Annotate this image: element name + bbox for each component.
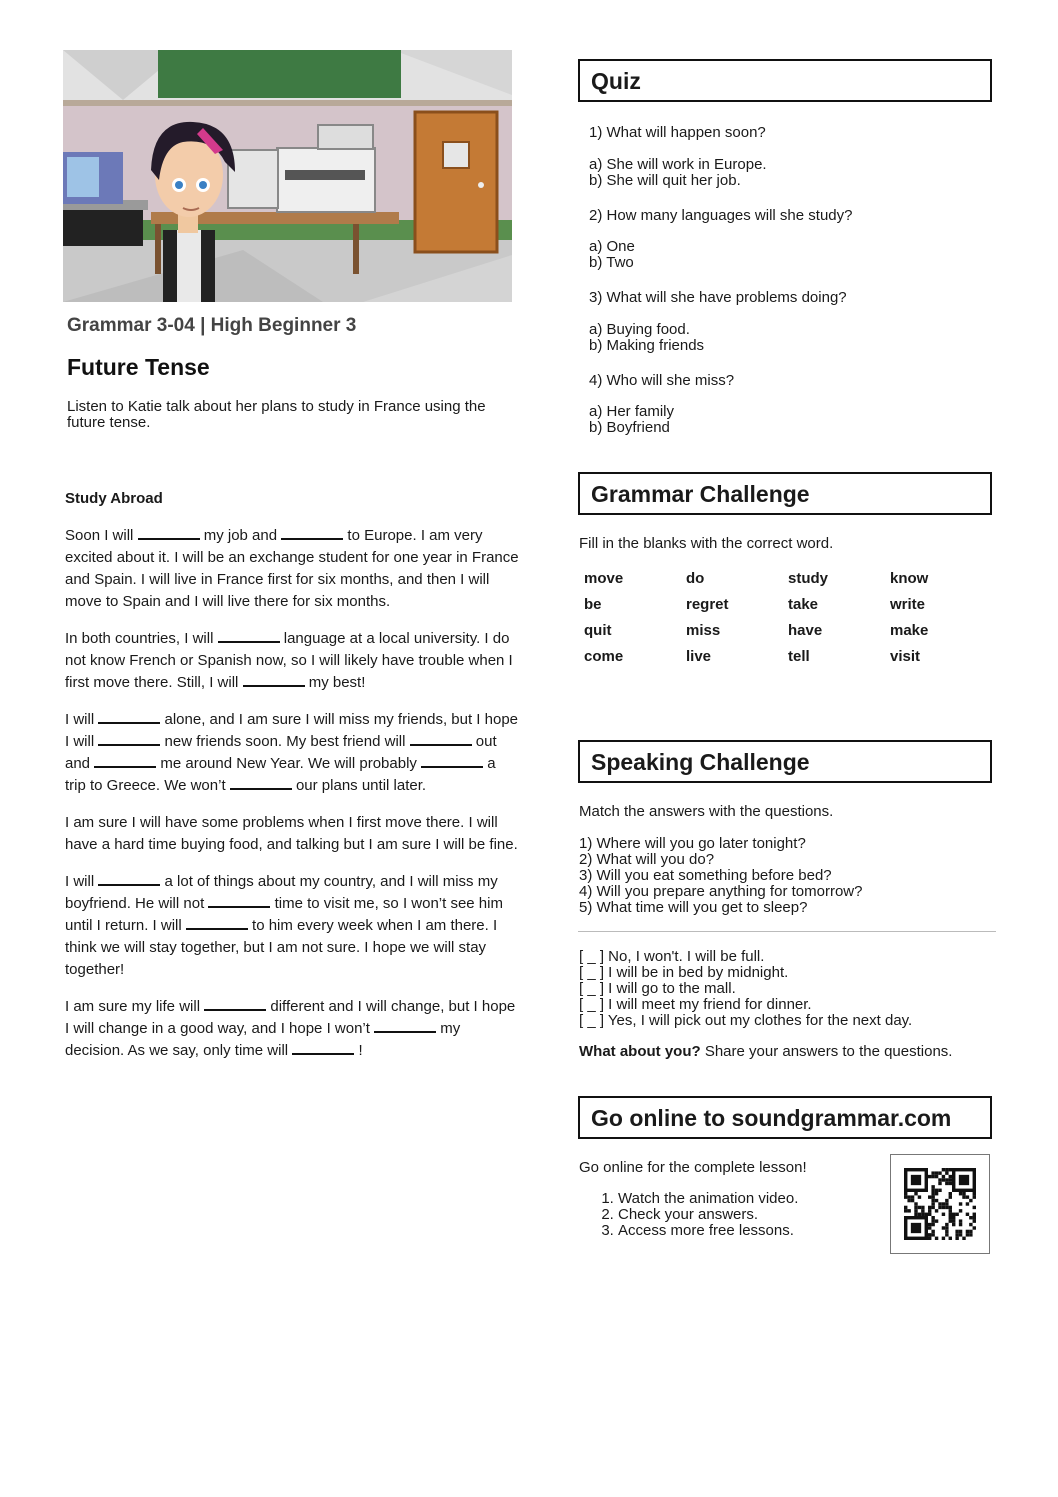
word-bank-word: know: [890, 570, 929, 587]
quiz-option: a) Buying food.: [589, 321, 690, 338]
quiz-option: b) Boyfriend: [589, 419, 670, 436]
online-steps: [597, 1191, 798, 1239]
story-title: Study Abroad: [65, 490, 163, 507]
quiz-option: a) She will work in Europe.: [589, 156, 767, 173]
speaking-question: 5) What time will you get to sleep?: [579, 899, 808, 916]
online-step: 2. Check your answers.: [618, 1207, 798, 1223]
quiz-option: b) Two: [589, 254, 634, 271]
story-text: [65, 525, 520, 1077]
fill-in-blank[interactable]: [138, 526, 200, 540]
quiz-option: a) One: [589, 238, 635, 255]
word-bank-word: visit: [890, 648, 921, 665]
story-paragraph: I am sure I will have some problems when I first move there. I will have a hard time buying food, and talking but I am sure I will be fine.: [65, 814, 518, 853]
story-paragraph: I am sure my life will different and I will change, but I hope I will change in a good way, and I hope I won’t my decision. As we say, only time will !: [65, 998, 516, 1059]
grammar-header: [578, 472, 992, 515]
quiz-question: 2) How many languages will she study?: [589, 207, 853, 224]
quiz-option: b) She will quit her job.: [589, 172, 741, 189]
word-bank-word: take: [788, 596, 819, 613]
fill-in-blank[interactable]: [410, 732, 472, 746]
grammar-header-label: Grammar Challenge: [591, 481, 810, 507]
grammar-instruction: Fill in the blanks with the correct word.: [579, 535, 834, 552]
speaking-prompt-bold: What about you?: [579, 1043, 701, 1060]
online-step: 1. Watch the animation video.: [618, 1191, 798, 1207]
online-intro: Go online for the complete lesson!: [579, 1159, 807, 1176]
word-bank-word: write: [890, 596, 926, 613]
story-paragraph: In both countries, I will language at a local university. I do not know French or Spanish now, so I will likely have trouble when I first move there. Still, I will my best!: [65, 630, 513, 691]
story-paragraph: I will a lot of things about my country, and I will miss my boyfriend. He will not time to visit me, so I won’t see him until I return. I will to him every week when I am there. I think we will stay together, but I am not sure. I hope we will stay together!: [65, 873, 503, 978]
fill-in-blank[interactable]: [98, 732, 160, 746]
fill-in-blank[interactable]: [94, 754, 156, 768]
word-bank-row: [584, 622, 992, 648]
speaking-answer: [ _ ] Yes, I will pick out my clothes for the next day.: [579, 1012, 913, 1029]
word-bank-word: tell: [788, 648, 810, 665]
quiz-question: 4) Who will she miss?: [589, 372, 735, 389]
word-bank-word: move: [584, 570, 624, 587]
fill-in-blank[interactable]: [98, 710, 160, 724]
lesson-code: Grammar 3-04 | High Beginner 3: [67, 315, 357, 336]
lesson-illustration: [63, 50, 512, 302]
fill-in-blank[interactable]: [230, 776, 292, 790]
speaking-answer: [ _ ] I will be in bed by midnight.: [579, 964, 789, 981]
word-bank-word: make: [890, 622, 929, 639]
fill-in-blank[interactable]: [204, 997, 266, 1011]
word-bank-word: live: [686, 648, 712, 665]
fill-in-blank[interactable]: [208, 894, 270, 908]
word-bank-word: regret: [686, 596, 729, 613]
word-bank-word: do: [686, 570, 705, 587]
word-bank-word: study: [788, 570, 829, 587]
speaking-question: 2) What will you do?: [579, 851, 715, 868]
word-bank-word: have: [788, 622, 823, 639]
fill-in-blank[interactable]: [421, 754, 483, 768]
story-paragraph: Soon I will my job and to Europe. I am very excited about it. I will be an exchange student for one year in France and Spain. I will live in France first for six months, and then I will move to Spain and I will live there for six months.: [65, 527, 519, 610]
lesson-description: Listen to Katie talk about her plans to study in France using the future tense.: [67, 398, 486, 431]
fill-in-blank[interactable]: [281, 526, 343, 540]
speaking-header-label: Speaking Challenge: [591, 749, 810, 775]
fill-in-blank[interactable]: [218, 629, 280, 643]
speaking-answer: [ _ ] No, I won't. I will be full.: [579, 948, 765, 965]
word-bank-word: quit: [584, 622, 612, 639]
speaking-prompt-rest: Share your answers to the questions.: [700, 1043, 953, 1060]
speaking-question: 3) Will you eat something before bed?: [579, 867, 832, 884]
word-bank-word: miss: [686, 622, 721, 639]
fill-in-blank[interactable]: [98, 872, 160, 886]
speaking-answer: [ _ ] I will go to the mall.: [579, 980, 736, 997]
speaking-question: 1) Where will you go later tonight?: [579, 835, 806, 852]
quiz-option: b) Making friends: [589, 337, 705, 354]
online-step: 3. Access more free lessons.: [618, 1223, 798, 1239]
speaking-prompt: [579, 1044, 952, 1060]
speaking-question: 4) Will you prepare anything for tomorrow?: [579, 883, 863, 900]
quiz-option: a) Her family: [589, 403, 675, 420]
word-bank-row: [584, 596, 992, 622]
fill-in-blank[interactable]: [186, 916, 248, 930]
divider: [578, 931, 996, 932]
quiz-question: 3) What will she have problems doing?: [589, 289, 847, 306]
lesson-title: Future Tense: [67, 354, 210, 380]
word-bank-row: [584, 648, 992, 674]
story-paragraph: I will alone, and I am sure I will miss my friends, but I hope I will new friends soon. My best friend will out and me around New Year. We will probably a trip to Greece. We won’t our plans until later.: [65, 711, 518, 794]
online-header-label: Go online to soundgrammar.com: [591, 1105, 952, 1131]
speaking-header: [578, 740, 992, 783]
word-bank-word: come: [584, 648, 624, 665]
quiz-header-label: Quiz: [591, 68, 641, 94]
fill-in-blank[interactable]: [374, 1019, 436, 1033]
online-header: [578, 1096, 992, 1139]
word-bank: [584, 570, 992, 674]
speaking-instruction: Match the answers with the questions.: [579, 803, 834, 820]
word-bank-word: be: [584, 596, 602, 613]
quiz-question: 1) What will happen soon?: [589, 124, 766, 141]
speaking-answer: [ _ ] I will meet my friend for dinner.: [579, 996, 812, 1013]
qr-code[interactable]: [890, 1154, 990, 1254]
quiz-header: [578, 59, 992, 102]
word-bank-row: [584, 570, 992, 596]
fill-in-blank[interactable]: [243, 673, 305, 687]
fill-in-blank[interactable]: [292, 1041, 354, 1055]
